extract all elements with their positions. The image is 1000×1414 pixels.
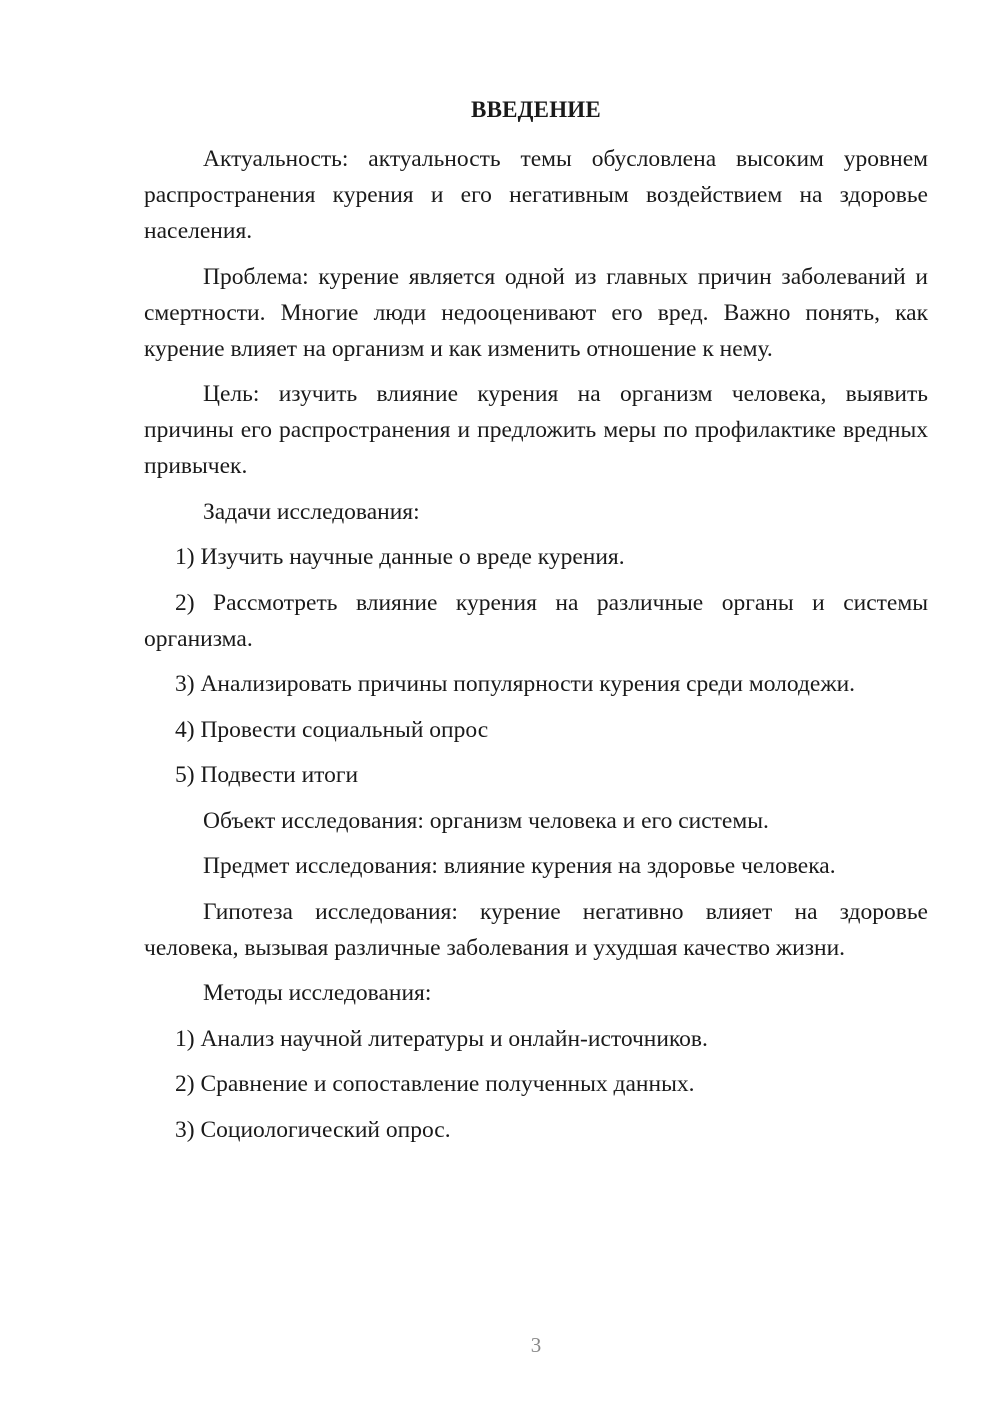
subject-paragraph: Предмет исследования: влияние курения на здоровье человека.	[203, 853, 836, 879]
task-item-5: 5) Подвести итоги	[175, 762, 359, 788]
method-item-1: 1) Анализ научной литературы и онлайн-источников.	[175, 1025, 708, 1052]
task-item-2: 2) Рассмотреть влияние курения на различные органы и системы организма.	[144, 589, 928, 652]
task-item-4: 4) Провести социальный опрос	[175, 716, 489, 743]
method-item-3: 3) Социологический опрос.	[175, 1116, 451, 1143]
hypothesis-paragraph: Гипотеза исследования: курение негативно влияет на здоровье человека, вызывая различные заболевания и ухудшая качество жизни.	[144, 898, 928, 961]
problem-paragraph: Проблема: курение является одной из главных причин заболеваний и смертности. Многие люди недооценивают его вред. Важно понять, как курение влияет на организм и как изменить отношение к нему.	[144, 263, 928, 362]
tasks-heading: Задачи исследования:	[203, 498, 420, 525]
task-item-3: 3) Анализировать причины популярности курения среди молодежи.	[175, 671, 856, 697]
page-title: ВВЕДЕНИЕ	[471, 97, 601, 122]
methods-heading: Методы исследования:	[203, 980, 432, 1006]
object-paragraph: Объект исследования: организм человека и его системы.	[203, 807, 769, 834]
page-number: 3	[530, 1333, 542, 1357]
method-item-2: 2) Сравнение и сопоставление полученных данных.	[175, 1071, 695, 1097]
task-item-1: 1) Изучить научные данные о вреде курения.	[175, 544, 625, 570]
relevance-paragraph: Актуальность: актуальность темы обусловлена высоким уровнем распространения курения и его негативным воздействием на здоровье населения.	[144, 146, 928, 244]
goal-paragraph: Цель: изучить влияние курения на организм человека, выявить причины его распространения и предложить меры по профилактике вредных привычек.	[144, 381, 928, 479]
document-body	[144, 141, 928, 1157]
